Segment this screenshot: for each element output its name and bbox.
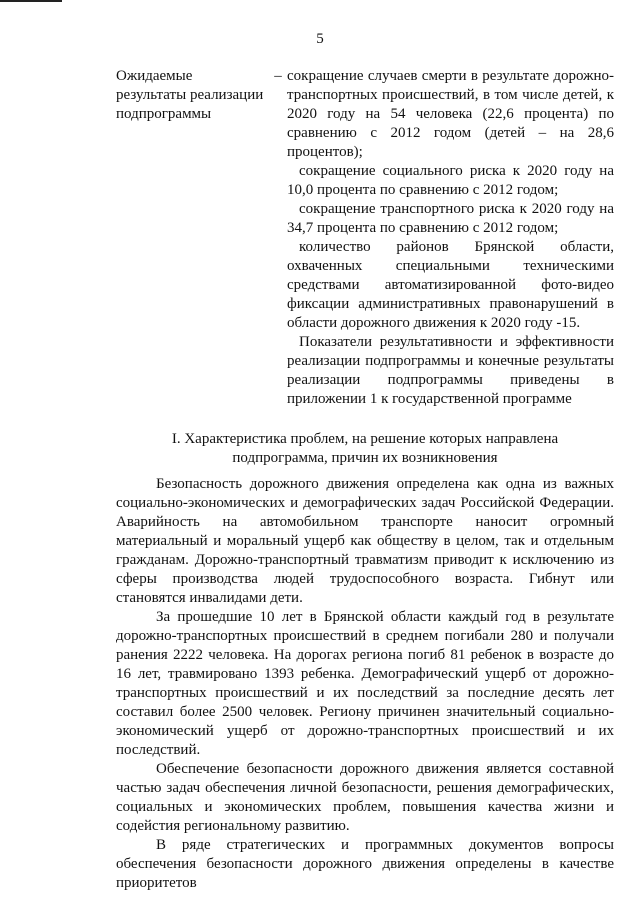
passport-item: сокращение социального риска к 2020 году на 10,0 процента по сравнению с 2012 годом; <box>287 163 614 198</box>
passport-item: сокращение случаев смерти в результате дорожно-транспортных происшествий, в том числе детей, к 2020 году на 54 человека (22,6 процента) по сравнению с 2012 годом (детей – на 28,6 процентов); <box>287 68 614 160</box>
passport-row-value <box>287 67 614 409</box>
passport-item: Показатели результативности и эффективности реализации подпрограммы и конечные результаты реализации подпрограммы приведены в приложении 1 к государственной программе <box>287 334 614 407</box>
body-paragraph: Безопасность дорожного движения определена как одна из важных социально-экономических и демографических задач Российской Федерации. Аварийность на автомобильном транспорте наносит огромный материальный и моральный ущерб как обществу в целом, так и отдельным гражданам. Дорожно-транспортный травматизм приводит к исключению из сферы производства людей трудоспособного возраста. Гибнут или становятся инвалидами дети. <box>116 476 614 606</box>
top-rule-line <box>0 0 62 2</box>
passport-item: сокращение транспортного риска к 2020 году на 34,7 процента по сравнению с 2012 годом; <box>287 201 614 236</box>
section-heading-line-2: подпрограмма, причин их возникновения <box>232 450 498 466</box>
body-paragraph: Обеспечение безопасности дорожного движения является составной частью задач обеспечения личной безопасности, решения демографических, социальных и экономических проблем, повышения качества жизни и содейстия региональному развитию. <box>116 761 614 834</box>
passport-row-dash: – <box>274 68 282 84</box>
section-heading-line-1: I. Характеристика проблем, на решение которых направлена <box>171 431 559 447</box>
passport-item: количество районов Брянской области, охваченных специальными техническими средствами автоматизированной фото-видео фиксации административных правонарушений в области дорожного движения к 2020 году -15. <box>287 239 614 331</box>
page-number: 5 <box>316 31 324 47</box>
passport-row-expected-results <box>116 67 614 407</box>
body-paragraph: В ряде стратегических и программных документов вопросы обеспечения безопасности дорожного движения определены в качестве приоритетов <box>116 837 614 891</box>
body-paragraph: За прошедшие 10 лет в Брянской области каждый год в результате дорожно-транспортных происшествий в среднем погибали 280 и получали ранения 2222 человека. На дорогах региона погиб 81 ребенок в возрасте до 16 лет, травмировано 1393 ребенка. Демографический ущерб от дорожно-транспортных происшествий и их последствий за последние десять лет составил более 2500 человек. Региону причинен значительный социально-экономический ущерб от дорожно-транспортных происшествий и их последствий. <box>116 609 614 758</box>
section-heading <box>130 430 600 468</box>
passport-row-label: Ожидаемые результаты реализации подпрограммы <box>116 68 264 122</box>
section-body <box>116 475 614 893</box>
